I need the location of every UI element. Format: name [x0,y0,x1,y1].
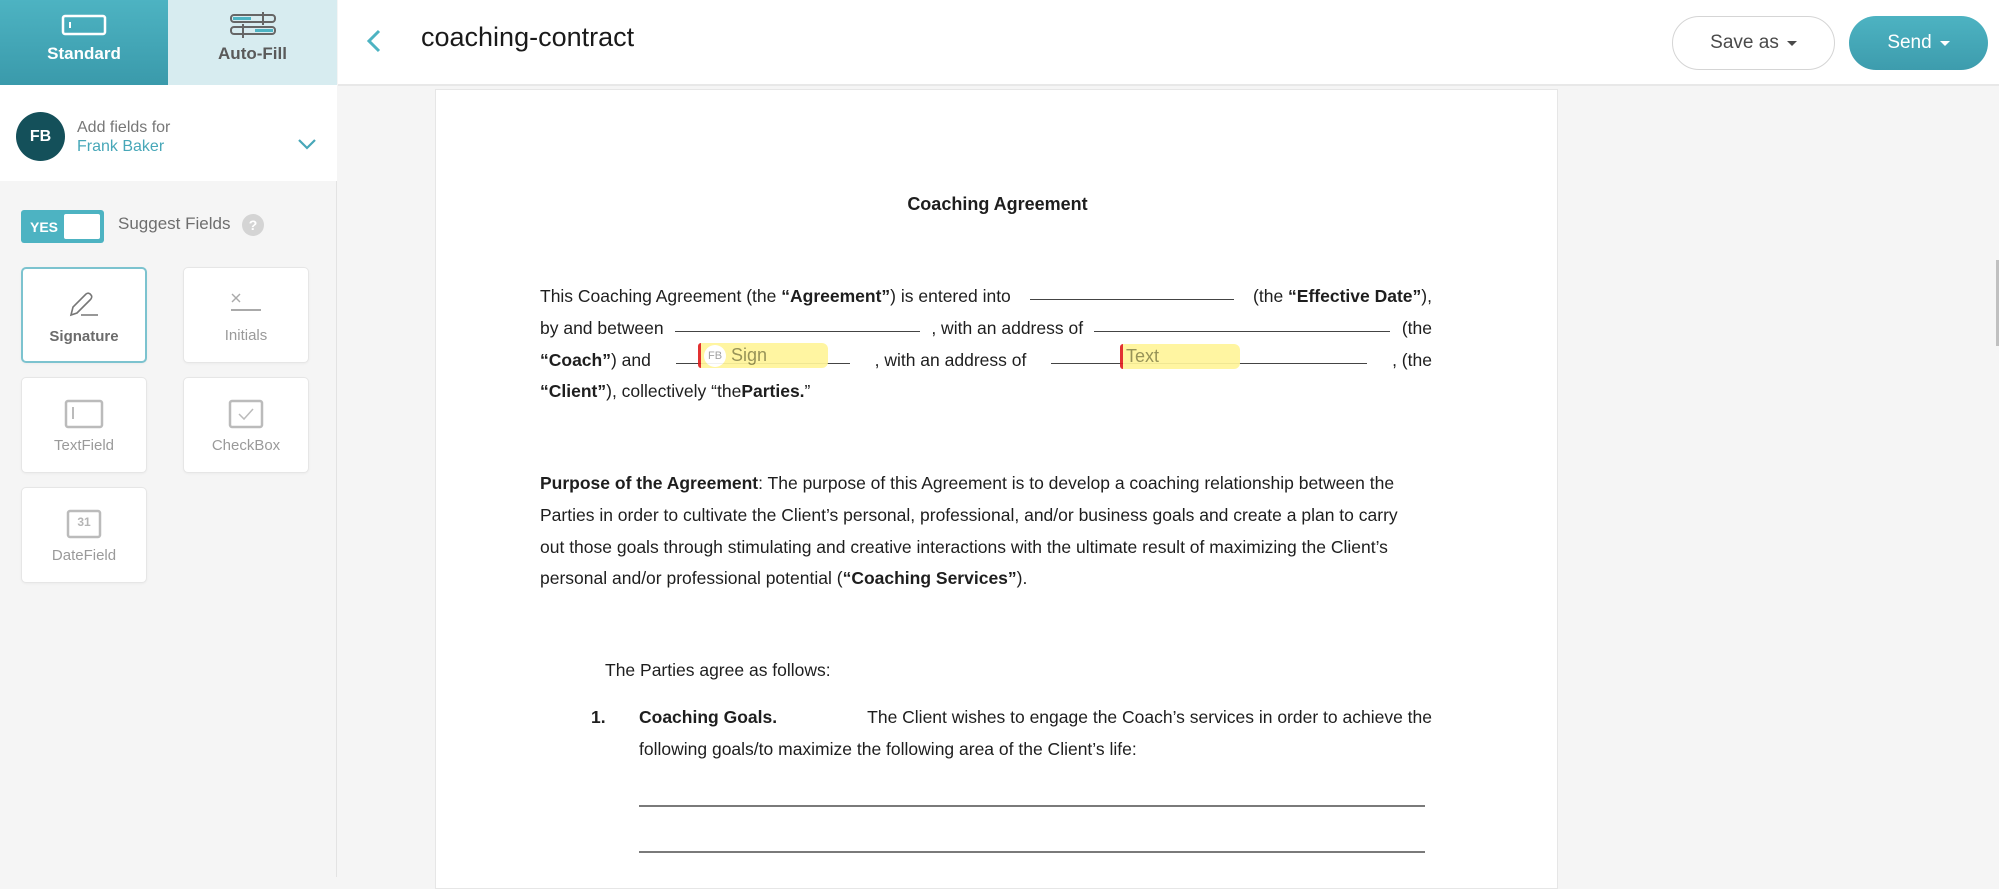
text-field-placed[interactable] [1120,344,1240,369]
calendar-icon [66,508,102,540]
text: by and between [540,318,664,338]
text: : The purpose of this Agreement is to develop a coaching relationship between the [758,473,1395,493]
recipient-selector[interactable] [0,85,337,181]
document-title: coaching-contract [421,22,635,52]
caret-down-icon [1940,41,1950,46]
help-icon[interactable]: ? [242,214,264,236]
item-title: Coaching Goals. [639,707,778,727]
text: , with an address of [874,350,1027,370]
save-as-button[interactable] [1672,16,1835,70]
recipient-badge: FB [704,345,726,367]
document-heading: Coaching Agreement [907,194,1088,214]
section-title: Purpose of the Agreement [540,473,759,493]
pen-icon [67,289,101,321]
effective-date-blank [1030,286,1234,300]
text: ), collectively “the [606,381,742,401]
tab-auto-fill-label: Auto-Fill [218,44,287,63]
back-chevron-icon[interactable] [362,26,386,56]
purpose-line-4 [540,568,1432,589]
intro-line-1 [540,286,1432,307]
field-checkbox[interactable] [183,377,309,473]
signature-field-placed[interactable] [698,343,828,368]
field-textfield-label: TextField [53,437,115,454]
field-datefield-label: DateField [51,547,117,564]
text: (the [1401,318,1432,338]
field-initials[interactable] [183,267,309,363]
textfield-icon [64,398,104,430]
field-textfield[interactable] [21,377,147,473]
sliders-icon [229,12,277,38]
intro-line-3 [540,350,1432,371]
text: ) and [610,350,651,370]
intro-line-4 [540,381,1432,402]
tab-auto-fill[interactable] [168,0,337,85]
field-signature[interactable] [21,267,147,363]
tab-standard-label: Standard [47,44,121,63]
toggle-knob [64,214,100,239]
intro-line-2 [540,318,1432,339]
item-1-line-1 [639,707,1432,728]
suggest-fields-toggle[interactable] [21,210,104,243]
add-fields-label: Add fields for [77,119,171,136]
coach-name-blank [675,318,920,332]
save-as-label: Save as [1710,32,1779,53]
purpose-line-3: out those goals through stimulating and creative interactions with the ultimate result of maximizing the Client’s [540,537,1388,557]
defined-term: “Coaching Services” [842,568,1017,588]
initials-icon [229,288,263,320]
text: This Coaching Agreement (the [540,286,782,306]
defined-term: Parties. [741,381,805,401]
tab-standard[interactable] [0,0,168,85]
checkbox-icon [228,398,264,430]
text: ) is entered into [890,286,1011,306]
defined-term: “Agreement” [781,286,891,306]
signature-field-label: Sign [731,345,768,365]
field-icon [61,12,107,38]
text: (the [1253,286,1289,306]
text: ), [1421,286,1432,306]
chevron-down-icon[interactable] [296,137,318,151]
sidebar [0,0,337,877]
text: , (the [1392,350,1432,370]
agree-intro: The Parties agree as follows: [605,660,831,680]
coach-address-blank [1094,318,1390,332]
calendar-icon-day: 31 [77,515,91,529]
defined-term: “Effective Date” [1288,286,1422,306]
send-button[interactable] [1849,16,1988,70]
recipient-name: Frank Baker [77,138,165,155]
text: The Client wishes to engage the Coach’s services in order to achieve the [867,707,1432,727]
text-field-label: Text [1126,346,1160,366]
field-signature-label: Signature [49,328,119,345]
toggle-state-label: YES [30,219,59,235]
field-initials-label: Initials [224,327,268,344]
item-number: 1. [591,707,606,727]
scrollbar-track[interactable] [1989,86,1999,877]
defined-term: “Coach” [540,350,611,370]
field-datefield[interactable] [21,487,147,583]
text: personal and/or professional potential ( [540,568,843,588]
avatar: FB [16,112,65,161]
defined-term: “Client” [540,381,607,401]
purpose-line-2: Parties in order to cultivate the Client’s personal, professional, and/or business goals and create a plan to carry [540,505,1398,525]
document-page [435,89,1558,889]
caret-down-icon [1787,41,1797,46]
text: , with an address of [931,318,1084,338]
text: ” [804,381,811,401]
suggest-fields-label: Suggest Fields [118,214,231,233]
purpose-line-1 [540,473,1432,494]
text: ). [1016,568,1028,588]
goal-blank-line [639,851,1425,853]
field-checkbox-label: CheckBox [211,437,281,454]
item-1-line-2: following goals/to maximize the following area of the Client’s life: [639,739,1137,759]
goal-blank-line [639,805,1425,807]
send-label: Send [1887,32,1932,53]
header [338,0,1999,86]
